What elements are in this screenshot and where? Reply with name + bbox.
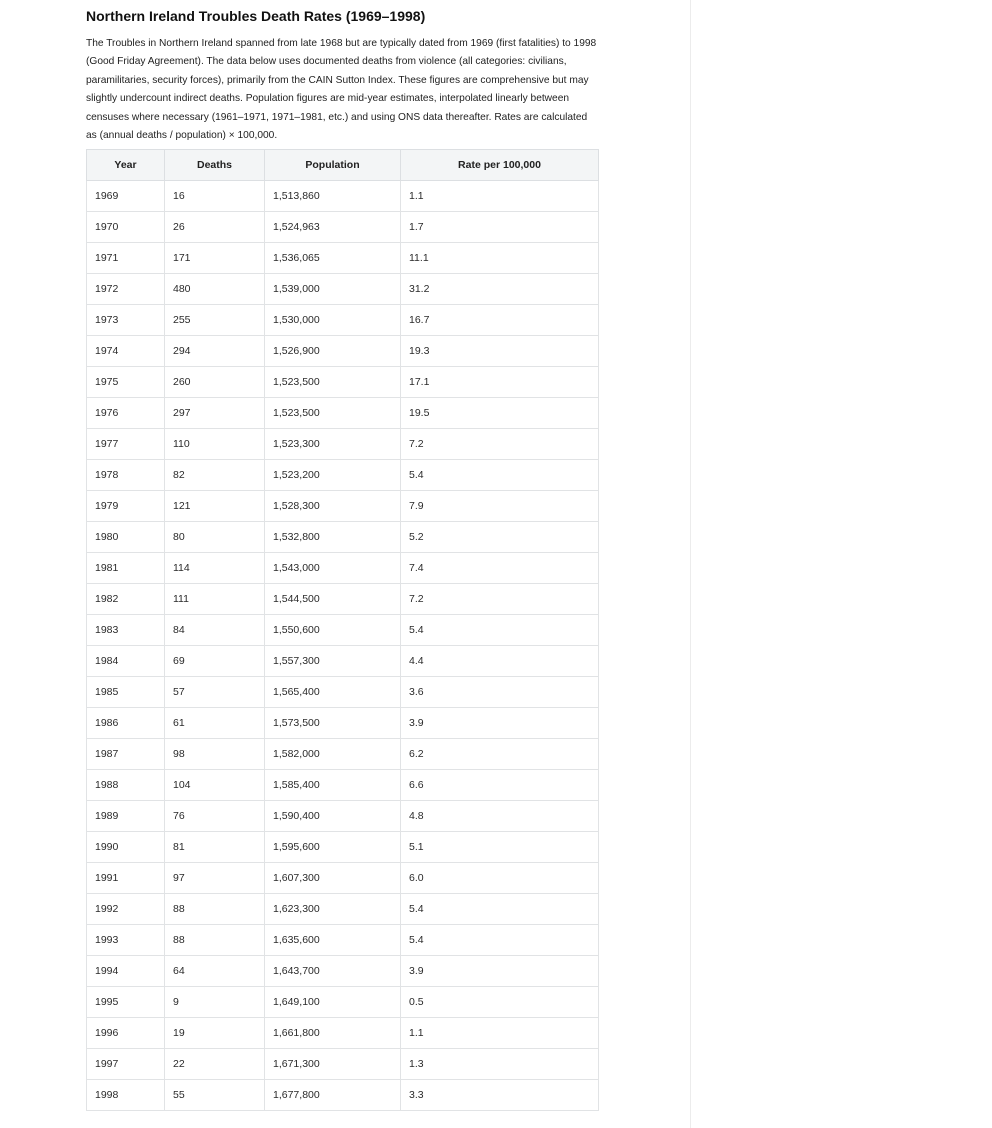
cell-rate: 5.1 (401, 832, 599, 863)
cell-rate: 4.8 (401, 801, 599, 832)
cell-rate: 7.2 (401, 429, 599, 460)
cell-rate: 19.5 (401, 398, 599, 429)
cell-year: 1996 (87, 1018, 165, 1049)
table-row (87, 243, 599, 274)
cell-deaths: 16 (165, 181, 265, 212)
cell-year: 1972 (87, 274, 165, 305)
table-row (87, 522, 599, 553)
cell-year: 1989 (87, 801, 165, 832)
cell-rate: 5.4 (401, 894, 599, 925)
cell-rate: 1.7 (401, 212, 599, 243)
cell-year: 1997 (87, 1049, 165, 1080)
table-row (87, 615, 599, 646)
cell-rate: 1.1 (401, 1018, 599, 1049)
cell-rate: 7.2 (401, 584, 599, 615)
cell-population: 1,635,600 (265, 925, 401, 956)
cell-deaths: 81 (165, 832, 265, 863)
cell-population: 1,607,300 (265, 863, 401, 894)
cell-population: 1,544,500 (265, 584, 401, 615)
cell-rate: 1.1 (401, 181, 599, 212)
cell-deaths: 111 (165, 584, 265, 615)
cell-population: 1,523,200 (265, 460, 401, 491)
cell-year: 1990 (87, 832, 165, 863)
cell-deaths: 171 (165, 243, 265, 274)
cell-rate: 3.9 (401, 956, 599, 987)
cell-deaths: 104 (165, 770, 265, 801)
cell-deaths: 64 (165, 956, 265, 987)
table-body (87, 181, 599, 1111)
cell-deaths: 19 (165, 1018, 265, 1049)
table-row (87, 181, 599, 212)
header-year: Year (87, 150, 165, 181)
cell-population: 1,671,300 (265, 1049, 401, 1080)
table-row (87, 925, 599, 956)
cell-year: 1971 (87, 243, 165, 274)
cell-population: 1,649,100 (265, 987, 401, 1018)
cell-rate: 7.9 (401, 491, 599, 522)
cell-year: 1978 (87, 460, 165, 491)
cell-population: 1,565,400 (265, 677, 401, 708)
table-row (87, 677, 599, 708)
cell-population: 1,550,600 (265, 615, 401, 646)
table-row (87, 708, 599, 739)
cell-deaths: 80 (165, 522, 265, 553)
cell-year: 1974 (87, 336, 165, 367)
cell-year: 1985 (87, 677, 165, 708)
intro-paragraph: The Troubles in Northern Ireland spanned from late 1968 but are typically dated from 1969 (first fatalities) to 1998 (Good Friday Agreement). The data below uses documented deaths from violence (all categories: civilians, paramilitaries, security forces), primarily from the CAIN Sutton Index. These figures are comprehensive but may slightly undercount indirect deaths. Population figures are mid-year estimates, interpolated linearly between censuses where necessary (1961–1971, 1971–1981, etc.) and using ONS data thereafter. Rates are calculated as (annual deaths / population) × 100,000. (86, 38, 597, 142)
table-row (87, 832, 599, 863)
cell-population: 1,582,000 (265, 739, 401, 770)
cell-rate: 6.2 (401, 739, 599, 770)
cell-rate: 6.6 (401, 770, 599, 801)
cell-population: 1,523,300 (265, 429, 401, 460)
cell-population: 1,523,500 (265, 398, 401, 429)
cell-rate: 16.7 (401, 305, 599, 336)
cell-year: 1994 (87, 956, 165, 987)
cell-deaths: 255 (165, 305, 265, 336)
cell-deaths: 88 (165, 925, 265, 956)
cell-deaths: 480 (165, 274, 265, 305)
cell-deaths: 82 (165, 460, 265, 491)
cell-year: 1969 (87, 181, 165, 212)
cell-rate: 17.1 (401, 367, 599, 398)
cell-rate: 3.9 (401, 708, 599, 739)
cell-population: 1,543,000 (265, 553, 401, 584)
cell-year: 1976 (87, 398, 165, 429)
cell-year: 1992 (87, 894, 165, 925)
cell-population: 1,526,900 (265, 336, 401, 367)
table-row (87, 336, 599, 367)
cell-deaths: 69 (165, 646, 265, 677)
header-population: Population (265, 150, 401, 181)
cell-population: 1,536,065 (265, 243, 401, 274)
table-row (87, 553, 599, 584)
cell-rate: 3.3 (401, 1080, 599, 1111)
cell-deaths: 76 (165, 801, 265, 832)
cell-rate: 1.3 (401, 1049, 599, 1080)
cell-year: 1987 (87, 739, 165, 770)
table-row (87, 429, 599, 460)
table-row (87, 894, 599, 925)
table-row (87, 863, 599, 894)
cell-year: 1984 (87, 646, 165, 677)
table-row (87, 491, 599, 522)
cell-deaths: 97 (165, 863, 265, 894)
cell-year: 1995 (87, 987, 165, 1018)
table-row (87, 460, 599, 491)
cell-deaths: 110 (165, 429, 265, 460)
cell-deaths: 98 (165, 739, 265, 770)
header-deaths: Deaths (165, 150, 265, 181)
table-row (87, 274, 599, 305)
cell-year: 1988 (87, 770, 165, 801)
cell-population: 1,530,000 (265, 305, 401, 336)
table-row (87, 1018, 599, 1049)
cell-population: 1,557,300 (265, 646, 401, 677)
table-row (87, 770, 599, 801)
cell-population: 1,573,500 (265, 708, 401, 739)
cell-rate: 31.2 (401, 274, 599, 305)
cell-population: 1,623,300 (265, 894, 401, 925)
cell-population: 1,523,500 (265, 367, 401, 398)
cell-rate: 3.6 (401, 677, 599, 708)
cell-population: 1,528,300 (265, 491, 401, 522)
table-row (87, 1049, 599, 1080)
table-row (87, 212, 599, 243)
table-row (87, 305, 599, 336)
death-rates-table (86, 149, 599, 1111)
table-row (87, 739, 599, 770)
cell-year: 1998 (87, 1080, 165, 1111)
cell-year: 1993 (87, 925, 165, 956)
table-row (87, 1080, 599, 1111)
table-row (87, 367, 599, 398)
cell-deaths: 9 (165, 987, 265, 1018)
cell-deaths: 260 (165, 367, 265, 398)
cell-population: 1,585,400 (265, 770, 401, 801)
cell-year: 1986 (87, 708, 165, 739)
cell-year: 1977 (87, 429, 165, 460)
cell-deaths: 88 (165, 894, 265, 925)
cell-deaths: 22 (165, 1049, 265, 1080)
cell-rate: 4.4 (401, 646, 599, 677)
cell-population: 1,539,000 (265, 274, 401, 305)
table-row (87, 987, 599, 1018)
header-rate: Rate per 100,000 (401, 150, 599, 181)
cell-year: 1979 (87, 491, 165, 522)
cell-year: 1982 (87, 584, 165, 615)
cell-rate: 19.3 (401, 336, 599, 367)
table-row (87, 956, 599, 987)
cell-deaths: 294 (165, 336, 265, 367)
panel-divider (690, 0, 691, 1128)
document-content (86, 0, 598, 1101)
cell-rate: 11.1 (401, 243, 599, 274)
cell-rate: 7.4 (401, 553, 599, 584)
cell-population: 1,661,800 (265, 1018, 401, 1049)
cell-population: 1,524,963 (265, 212, 401, 243)
cell-rate: 5.4 (401, 460, 599, 491)
cell-deaths: 26 (165, 212, 265, 243)
cell-year: 1975 (87, 367, 165, 398)
cell-year: 1980 (87, 522, 165, 553)
cell-population: 1,513,860 (265, 181, 401, 212)
table-row (87, 584, 599, 615)
cell-year: 1981 (87, 553, 165, 584)
cell-deaths: 121 (165, 491, 265, 522)
cell-population: 1,595,600 (265, 832, 401, 863)
cell-rate: 5.2 (401, 522, 599, 553)
table-header-row (87, 150, 599, 181)
cell-deaths: 297 (165, 398, 265, 429)
cell-population: 1,643,700 (265, 956, 401, 987)
cell-year: 1973 (87, 305, 165, 336)
cell-population: 1,590,400 (265, 801, 401, 832)
cell-year: 1970 (87, 212, 165, 243)
table-row (87, 801, 599, 832)
cell-population: 1,677,800 (265, 1080, 401, 1111)
page-title: Northern Ireland Troubles Death Rates (1969–1998) (86, 8, 426, 24)
cell-rate: 5.4 (401, 615, 599, 646)
cell-population: 1,532,800 (265, 522, 401, 553)
cell-rate: 6.0 (401, 863, 599, 894)
cell-rate: 0.5 (401, 987, 599, 1018)
cell-year: 1983 (87, 615, 165, 646)
cell-deaths: 57 (165, 677, 265, 708)
cell-rate: 5.4 (401, 925, 599, 956)
cell-deaths: 55 (165, 1080, 265, 1111)
cell-year: 1991 (87, 863, 165, 894)
cell-deaths: 114 (165, 553, 265, 584)
cell-deaths: 84 (165, 615, 265, 646)
cell-deaths: 61 (165, 708, 265, 739)
table-row (87, 646, 599, 677)
table-row (87, 398, 599, 429)
